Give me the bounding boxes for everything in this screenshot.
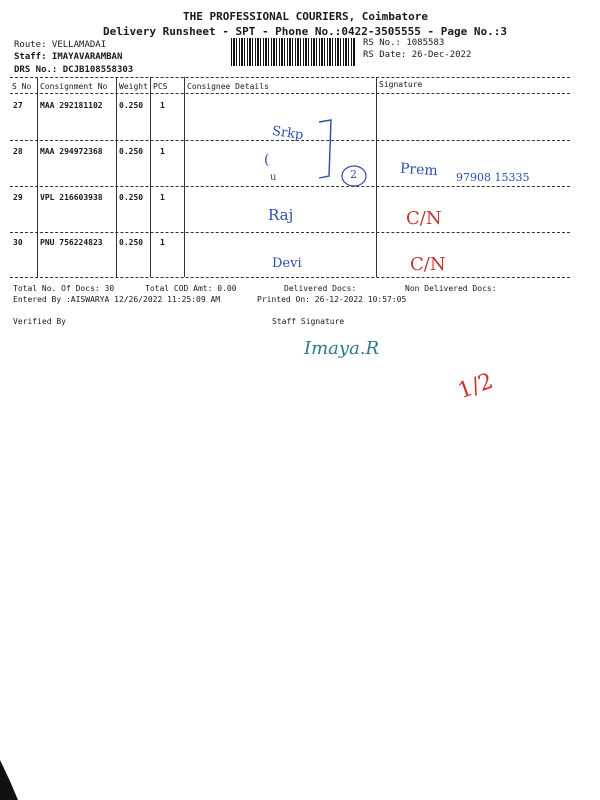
runsheet-title: Delivery Runsheet - SPT - Phone No.:0422-3505555 - Page No.:3 [103,25,507,38]
drs-number: DRS No.: DCJB108558303 [14,65,134,75]
row-weight: 0.250 [119,101,144,110]
row-pcs: 1 [160,147,165,156]
row-pcs: 1 [160,101,165,110]
row-pcs: 1 [160,238,165,247]
delivered-docs: Delivered Docs: [284,284,357,293]
handwritten-bracket [317,118,337,180]
barcode [231,38,356,66]
handwritten-signature-28: Prem [399,160,439,180]
header-bottom-border [10,93,570,94]
rs-number: RS No.: 1085583 [363,38,445,48]
route-label: Route: VELLAMADAI [14,40,107,50]
row-weight: 0.250 [119,147,144,156]
row-sno: 27 [13,101,23,110]
staff-label: Staff: IMAYAVARAMBAN [14,52,123,62]
col-header-pcs: PCS [153,82,168,91]
table-top-border [10,77,570,78]
handwritten-signature-29: C/N [406,208,442,229]
printed-on: Printed On: 26-12-2022 10:57:05 [257,295,407,304]
verified-by: Verified By [13,317,66,326]
handwritten-consignee-4: Devi [272,256,302,271]
row-weight: 0.250 [119,193,144,202]
handwritten-consignee-3: Raj [268,206,294,224]
col-divider [184,77,185,277]
non-delivered-docs: Non Delivered Docs: [405,284,497,293]
row-consignment: MAA 294972368 [40,147,103,156]
col-header-sno: S No [12,82,32,91]
handwritten-staff-signature: Imaya.R [304,338,380,359]
col-divider [150,77,151,277]
col-header-weight: Weight [119,82,148,91]
row-sno: 29 [13,193,23,202]
col-header-consignee: Consignee Details [187,82,269,91]
handwritten-phone-28: 97908 15335 [456,171,530,184]
col-divider [116,77,117,277]
col-divider [376,77,377,277]
row-divider [10,232,570,233]
row-sno: 30 [13,238,23,247]
col-header-signature: Signature [379,80,423,89]
row-consignment: VPL 216603938 [40,193,103,202]
handwritten-corner-mark: 1/2 [454,368,497,405]
rs-date: RS Date: 26-Dec-2022 [363,50,472,60]
staff-signature-label: Staff Signature [272,317,345,326]
total-cod: Total COD Amt: 0.00 [145,284,237,293]
row-consignment: PNU 756224823 [40,238,103,247]
handwritten-signature-30: C/N [410,254,446,275]
company-title: THE PROFESSIONAL COURIERS, Coimbatore [183,10,429,23]
row-weight: 0.250 [119,238,144,247]
handwritten-circled-digit: 2 [350,168,357,181]
row-pcs: 1 [160,193,165,202]
col-header-consignment: Consignment No [40,82,108,91]
table-bottom-border [10,277,570,278]
row-divider [10,186,570,187]
total-docs: Total No. Of Docs: 30 [13,284,115,293]
entered-by: Entered By :AISWARYA 12/26/2022 11:25:09 AM [13,295,221,304]
col-divider [37,77,38,277]
scan-shadow [0,760,20,800]
row-consignment: MAA 292181102 [40,101,103,110]
handwritten-consignee-2: u [270,172,277,183]
row-sno: 28 [13,147,23,156]
handwritten-tick: ( [264,152,270,168]
handwritten-consignee-1: Srkp [271,123,305,144]
